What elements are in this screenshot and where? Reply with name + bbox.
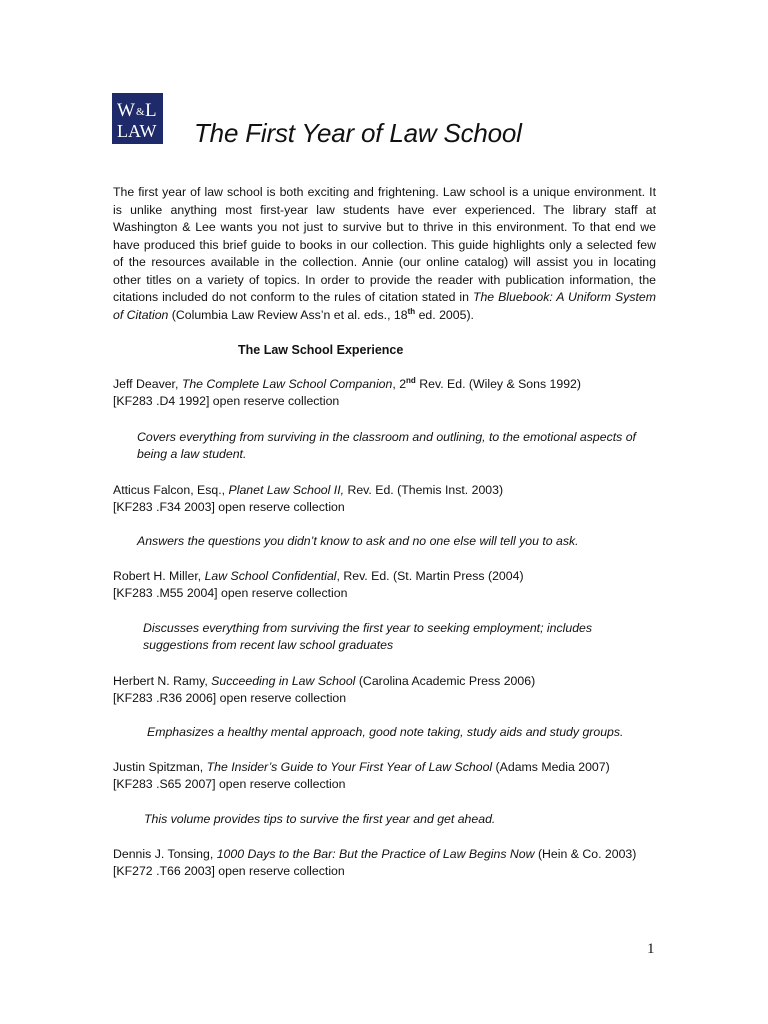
bibliography-entry	[113, 759, 673, 793]
entry-publisher: (Carolina Academic Press 2006)	[355, 674, 536, 688]
entry-publisher: Rev. Ed. (Wiley & Sons 1992)	[415, 377, 581, 391]
bluebook-citation-end: ed. 2005).	[415, 307, 474, 322]
entry-author: Justin Spitzman,	[113, 760, 204, 774]
bluebook-title: The Bluebook: A Uniform System of Citation	[113, 290, 656, 322]
entry-call-number: [KF283 .F34 2003] open reserve collection	[113, 500, 345, 514]
page-number: 1	[647, 941, 655, 957]
entry-publisher: (Hein & Co. 2003)	[534, 847, 637, 861]
entry-annotation: Discusses everything from surviving the first year to seeking employment; includes suggestions from recent law school graduates	[143, 621, 593, 652]
bluebook-citation: (Columbia Law Review Ass’n et al. eds., 18	[168, 307, 408, 322]
svg-text:L: L	[145, 100, 157, 121]
logo-monogram-icon	[114, 95, 161, 142]
entry-publisher: Rev. Ed. (Themis Inst. 2003)	[344, 483, 504, 497]
svg-text:&: &	[136, 106, 145, 118]
edition-superscript: th	[407, 306, 416, 316]
wl-law-logo	[112, 93, 163, 144]
entry-edition: , 2	[392, 377, 407, 391]
svg-text:LAW: LAW	[117, 121, 157, 141]
entry-call-number: [KF283 .R36 2006] open reserve collection	[113, 691, 347, 705]
entry-annotation: This volume provides tips to survive the first year and get ahead.	[144, 812, 496, 826]
entry-annotation: Emphasizes a healthy mental approach, good note taking, study aids and study groups.	[147, 725, 624, 739]
entry-author: Dennis J. Tonsing,	[113, 847, 214, 861]
entry-book-title: Law School Confidential	[204, 569, 337, 583]
entry-author: Atticus Falcon, Esq.,	[113, 483, 226, 497]
section-heading: The Law School Experience	[238, 343, 404, 357]
bibliography-entry	[113, 376, 673, 410]
entry-call-number: [KF283 .M55 2004] open reserve collection	[113, 586, 348, 600]
edition-superscript: nd	[406, 375, 416, 385]
bibliography-entry	[113, 568, 673, 602]
entry-publisher: (Adams Media 2007)	[492, 760, 610, 774]
entry-call-number: [KF283 .D4 1992] open reserve collection	[113, 394, 340, 408]
intro-paragraph	[113, 184, 656, 324]
bibliography-entry	[113, 673, 673, 707]
page-title: The First Year of Law School	[194, 118, 522, 148]
entry-author: Herbert N. Ramy,	[113, 674, 208, 688]
entry-call-number: [KF272 .T66 2003] open reserve collection	[113, 864, 345, 878]
entry-book-title: Planet Law School II,	[228, 483, 345, 497]
entry-book-title: The Insider’s Guide to Your First Year of Law School	[206, 760, 493, 774]
entry-book-title: The Complete Law School Companion	[181, 377, 393, 391]
entry-publisher: , Rev. Ed. (St. Martin Press (2004)	[336, 569, 524, 583]
svg-text:W: W	[117, 100, 135, 121]
citation-line	[113, 377, 581, 391]
entry-book-title: Succeeding in Law School	[211, 674, 356, 688]
intro-text: The first year of law school is both exciting and frightening. Law school is a unique environment. It is unlike anything most first-year law students have ever experienced. The library staff at Washington & Lee wants you not just to survive but to thrive in this environment. To that end we have produced this brief guide to books in our collection. This guide highlights only a selected few of the resources available in the collection. Annie (our online catalog) will assist you in locating other titles on a variety of topics. In order to provide the reader with publication information, the citations included do not conform to the rules of citation stated in	[113, 185, 656, 304]
entry-annotation: Answers the questions you didn’t know to ask and no one else will tell you to ask.	[137, 534, 579, 548]
entry-author: Jeff Deaver,	[113, 377, 179, 391]
entry-book-title: 1000 Days to the Bar: But the Practice of Law Begins Now	[216, 847, 535, 861]
bibliography-entry	[113, 846, 673, 880]
entry-author: Robert H. Miller,	[113, 569, 202, 583]
entry-call-number: [KF283 .S65 2007] open reserve collection	[113, 777, 346, 791]
entry-annotation: Covers everything from surviving in the classroom and outlining, to the emotional aspects of being a law student.	[137, 430, 636, 461]
bibliography-entry	[113, 482, 673, 516]
